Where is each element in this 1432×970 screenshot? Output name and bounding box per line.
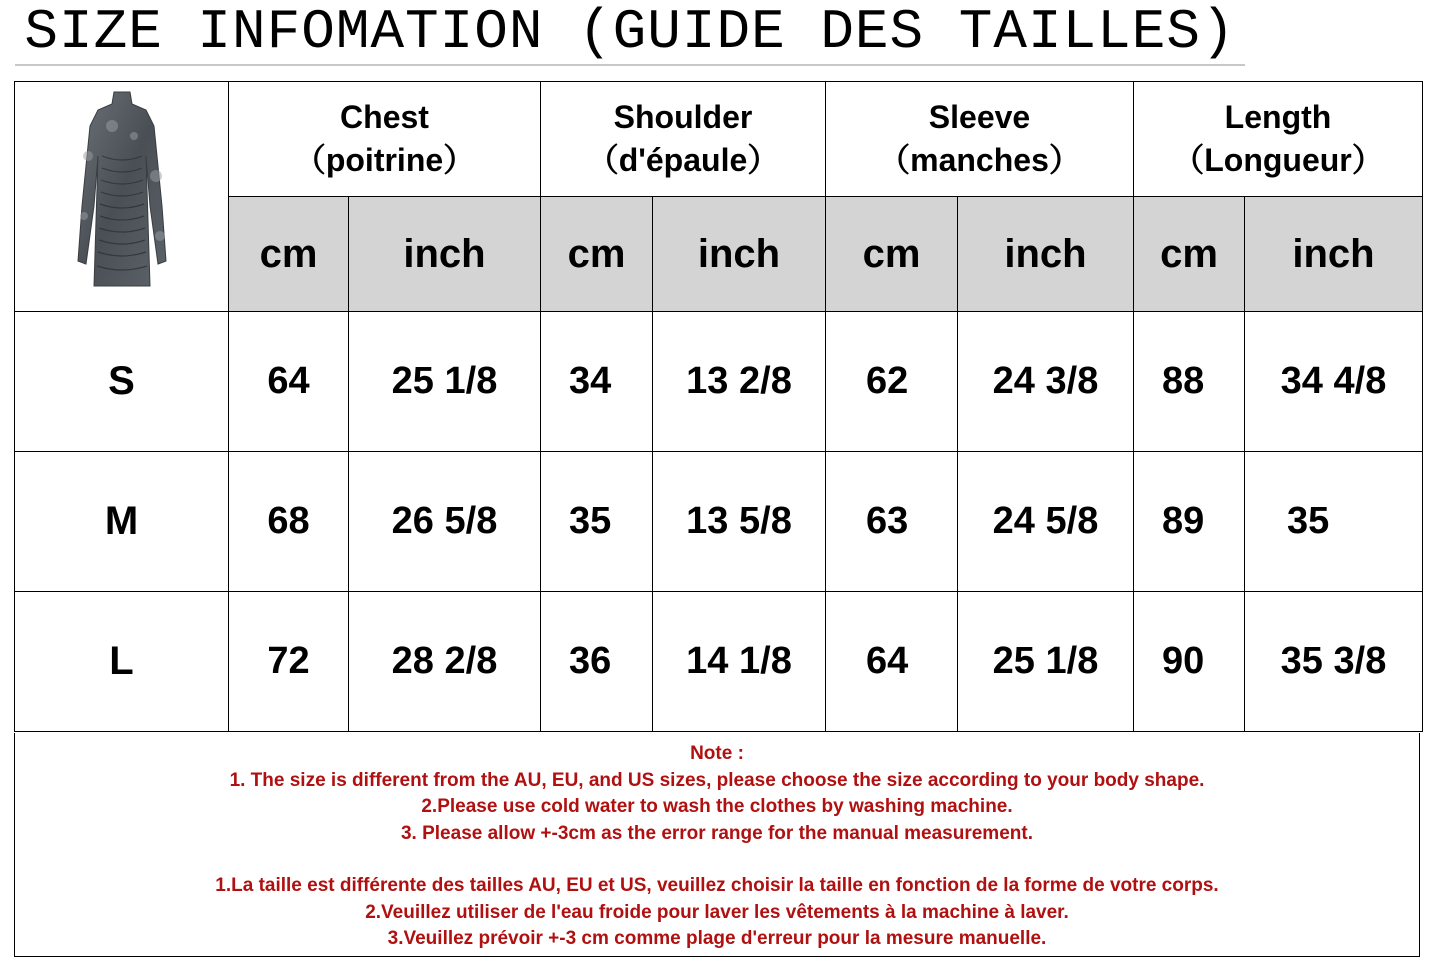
shoulder-label: Shoulder — [613, 99, 753, 135]
unit-cm: cm — [541, 197, 653, 312]
value-cell: 24 3/8 — [958, 312, 1134, 452]
column-header-length — [1134, 82, 1423, 197]
value-cell: 90 — [1134, 592, 1245, 732]
note-fr-2: 2.Veuillez utiliser de l'eau froide pour laver les vêtements à la machine à laver. — [365, 901, 1069, 923]
value-cell: 35 — [1245, 452, 1423, 592]
column-header-chest — [229, 82, 541, 197]
column-header-sleeve — [826, 82, 1134, 197]
value-cell: 25 1/8 — [349, 312, 541, 452]
size-label: M — [15, 452, 229, 592]
table-row — [15, 452, 1423, 592]
value-cell: 13 5/8 — [653, 452, 826, 592]
note-heading: Note : — [690, 743, 744, 764]
note-spacer — [15, 847, 1419, 873]
unit-cm: cm — [1134, 197, 1245, 312]
note-fr-3: 3.Veuillez prévoir +-3 cm comme plage d'erreur pour la mesure manuelle. — [387, 928, 1047, 949]
notes-box — [14, 733, 1420, 957]
value-cell: 88 — [1134, 312, 1245, 452]
title-underline — [15, 64, 1245, 66]
page-title: SIZE INFOMATION (GUIDE DES TAILLES) — [24, 0, 1236, 64]
length-sublabel: （Longueur） — [1172, 142, 1384, 178]
value-cell: 35 3/8 — [1245, 592, 1423, 732]
note-en-3: 3. Please allow +-3cm as the error range for the manual measurement. — [400, 822, 1033, 844]
dress-product-icon — [62, 86, 182, 296]
value-cell: 36 — [541, 592, 653, 732]
value-cell: 13 2/8 — [653, 312, 826, 452]
size-label: L — [15, 592, 229, 732]
value-cell: 28 2/8 — [349, 592, 541, 732]
value-cell: 62 — [826, 312, 958, 452]
unit-cm: cm — [229, 197, 349, 312]
sleeve-label: Sleeve — [928, 99, 1031, 135]
value-cell: 64 — [229, 312, 349, 452]
unit-inch: inch — [349, 197, 541, 312]
note-en-2: 2.Please use cold water to wash the clothes by washing machine. — [421, 796, 1013, 817]
size-table — [14, 81, 1423, 732]
value-cell: 34 4/8 — [1245, 312, 1423, 452]
chest-label: Chest — [340, 99, 429, 135]
unit-inch: inch — [653, 197, 826, 312]
note-en-1: 1. The size is different from the AU, EU, and US sizes, please choose the size according to your body shape. — [229, 769, 1205, 791]
value-cell: 26 5/8 — [349, 452, 541, 592]
value-cell: 68 — [229, 452, 349, 592]
length-label: Length — [1224, 99, 1332, 135]
sleeve-sublabel: （manches） — [878, 142, 1081, 178]
note-fr-1: 1.La taille est différente des tailles AU, EU et US, veuillez choisir la taille en fonction de la forme de votre corps. — [215, 875, 1219, 896]
unit-inch: inch — [958, 197, 1134, 312]
chest-sublabel: （poitrine） — [293, 142, 476, 178]
table-row — [15, 592, 1423, 732]
value-cell: 34 — [541, 312, 653, 452]
value-cell: 35 — [541, 452, 653, 592]
value-cell: 24 5/8 — [958, 452, 1134, 592]
table-row — [15, 312, 1423, 452]
shoulder-sublabel: （d'épaule） — [586, 142, 780, 178]
unit-cm: cm — [826, 197, 958, 312]
product-image-cell — [15, 82, 229, 312]
value-cell: 63 — [826, 452, 958, 592]
value-cell: 25 1/8 — [958, 592, 1134, 732]
unit-inch: inch — [1245, 197, 1423, 312]
value-cell: 89 — [1134, 452, 1245, 592]
value-cell: 64 — [826, 592, 958, 732]
column-header-shoulder — [541, 82, 826, 197]
size-label: S — [15, 312, 229, 452]
value-cell: 72 — [229, 592, 349, 732]
value-cell: 14 1/8 — [653, 592, 826, 732]
